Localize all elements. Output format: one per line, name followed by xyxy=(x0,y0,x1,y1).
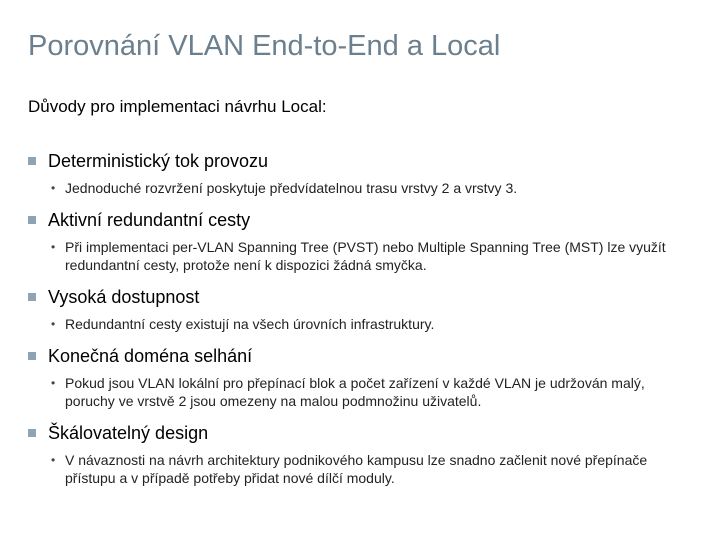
bullet-item-deterministic xyxy=(28,150,698,197)
sub-bullet-icon: • xyxy=(51,453,56,467)
square-bullet-icon xyxy=(28,352,36,360)
square-bullet-icon xyxy=(28,216,36,224)
bullet-detail: Pokud jsou VLAN lokální pro přepínací blok a počet zařízení v každé VLAN je udržován malý, poruchy ve vrstvě 2 jsou omezeny na malou podmnožinu uživatelů. xyxy=(65,375,645,409)
sub-bullet-icon: • xyxy=(51,376,56,390)
bullet-heading: Škálovatelný design xyxy=(48,423,209,443)
bullet-item-high-availability xyxy=(28,286,698,333)
bullet-detail: Jednoduché rozvržení poskytuje předvídatelnou trasu vrstvy 2 a vrstvy 3. xyxy=(65,180,518,196)
sub-bullet-icon: • xyxy=(51,317,56,331)
bullet-detail: Při implementaci per-VLAN Spanning Tree (PVST) nebo Multiple Spanning Tree (MST) lze využít redundantní cesty, protože není k dispozici žádná smyčka. xyxy=(65,239,666,273)
bullet-list xyxy=(28,150,698,487)
bullet-item-redundant-paths xyxy=(28,209,698,274)
bullet-heading: Konečná doména selhání xyxy=(48,346,253,366)
bullet-detail: Redundantní cesty existují na všech úrovních infrastruktury. xyxy=(65,316,435,332)
bullet-heading: Aktivní redundantní cesty xyxy=(48,210,251,230)
bullet-heading: Vysoká dostupnost xyxy=(48,287,200,307)
bullet-item-scalable-design xyxy=(28,422,698,487)
bullet-detail: V návaznosti na návrh architektury podnikového kampusu lze snadno začlenit nové přepínače přístupu a v případě potřeby přidat nové dílčí moduly. xyxy=(65,452,648,486)
square-bullet-icon xyxy=(28,293,36,301)
square-bullet-icon xyxy=(28,157,36,165)
slide-title: Porovnání VLAN End-to-End a Local xyxy=(28,30,501,62)
square-bullet-icon xyxy=(28,429,36,437)
slide-subtitle: Důvody pro implementaci návrhu Local: xyxy=(28,97,327,116)
sub-bullet-icon: • xyxy=(51,240,56,254)
sub-bullet-icon: • xyxy=(51,181,56,195)
bullet-item-failure-domain xyxy=(28,345,698,410)
bullet-heading: Deterministický tok provozu xyxy=(48,151,269,171)
